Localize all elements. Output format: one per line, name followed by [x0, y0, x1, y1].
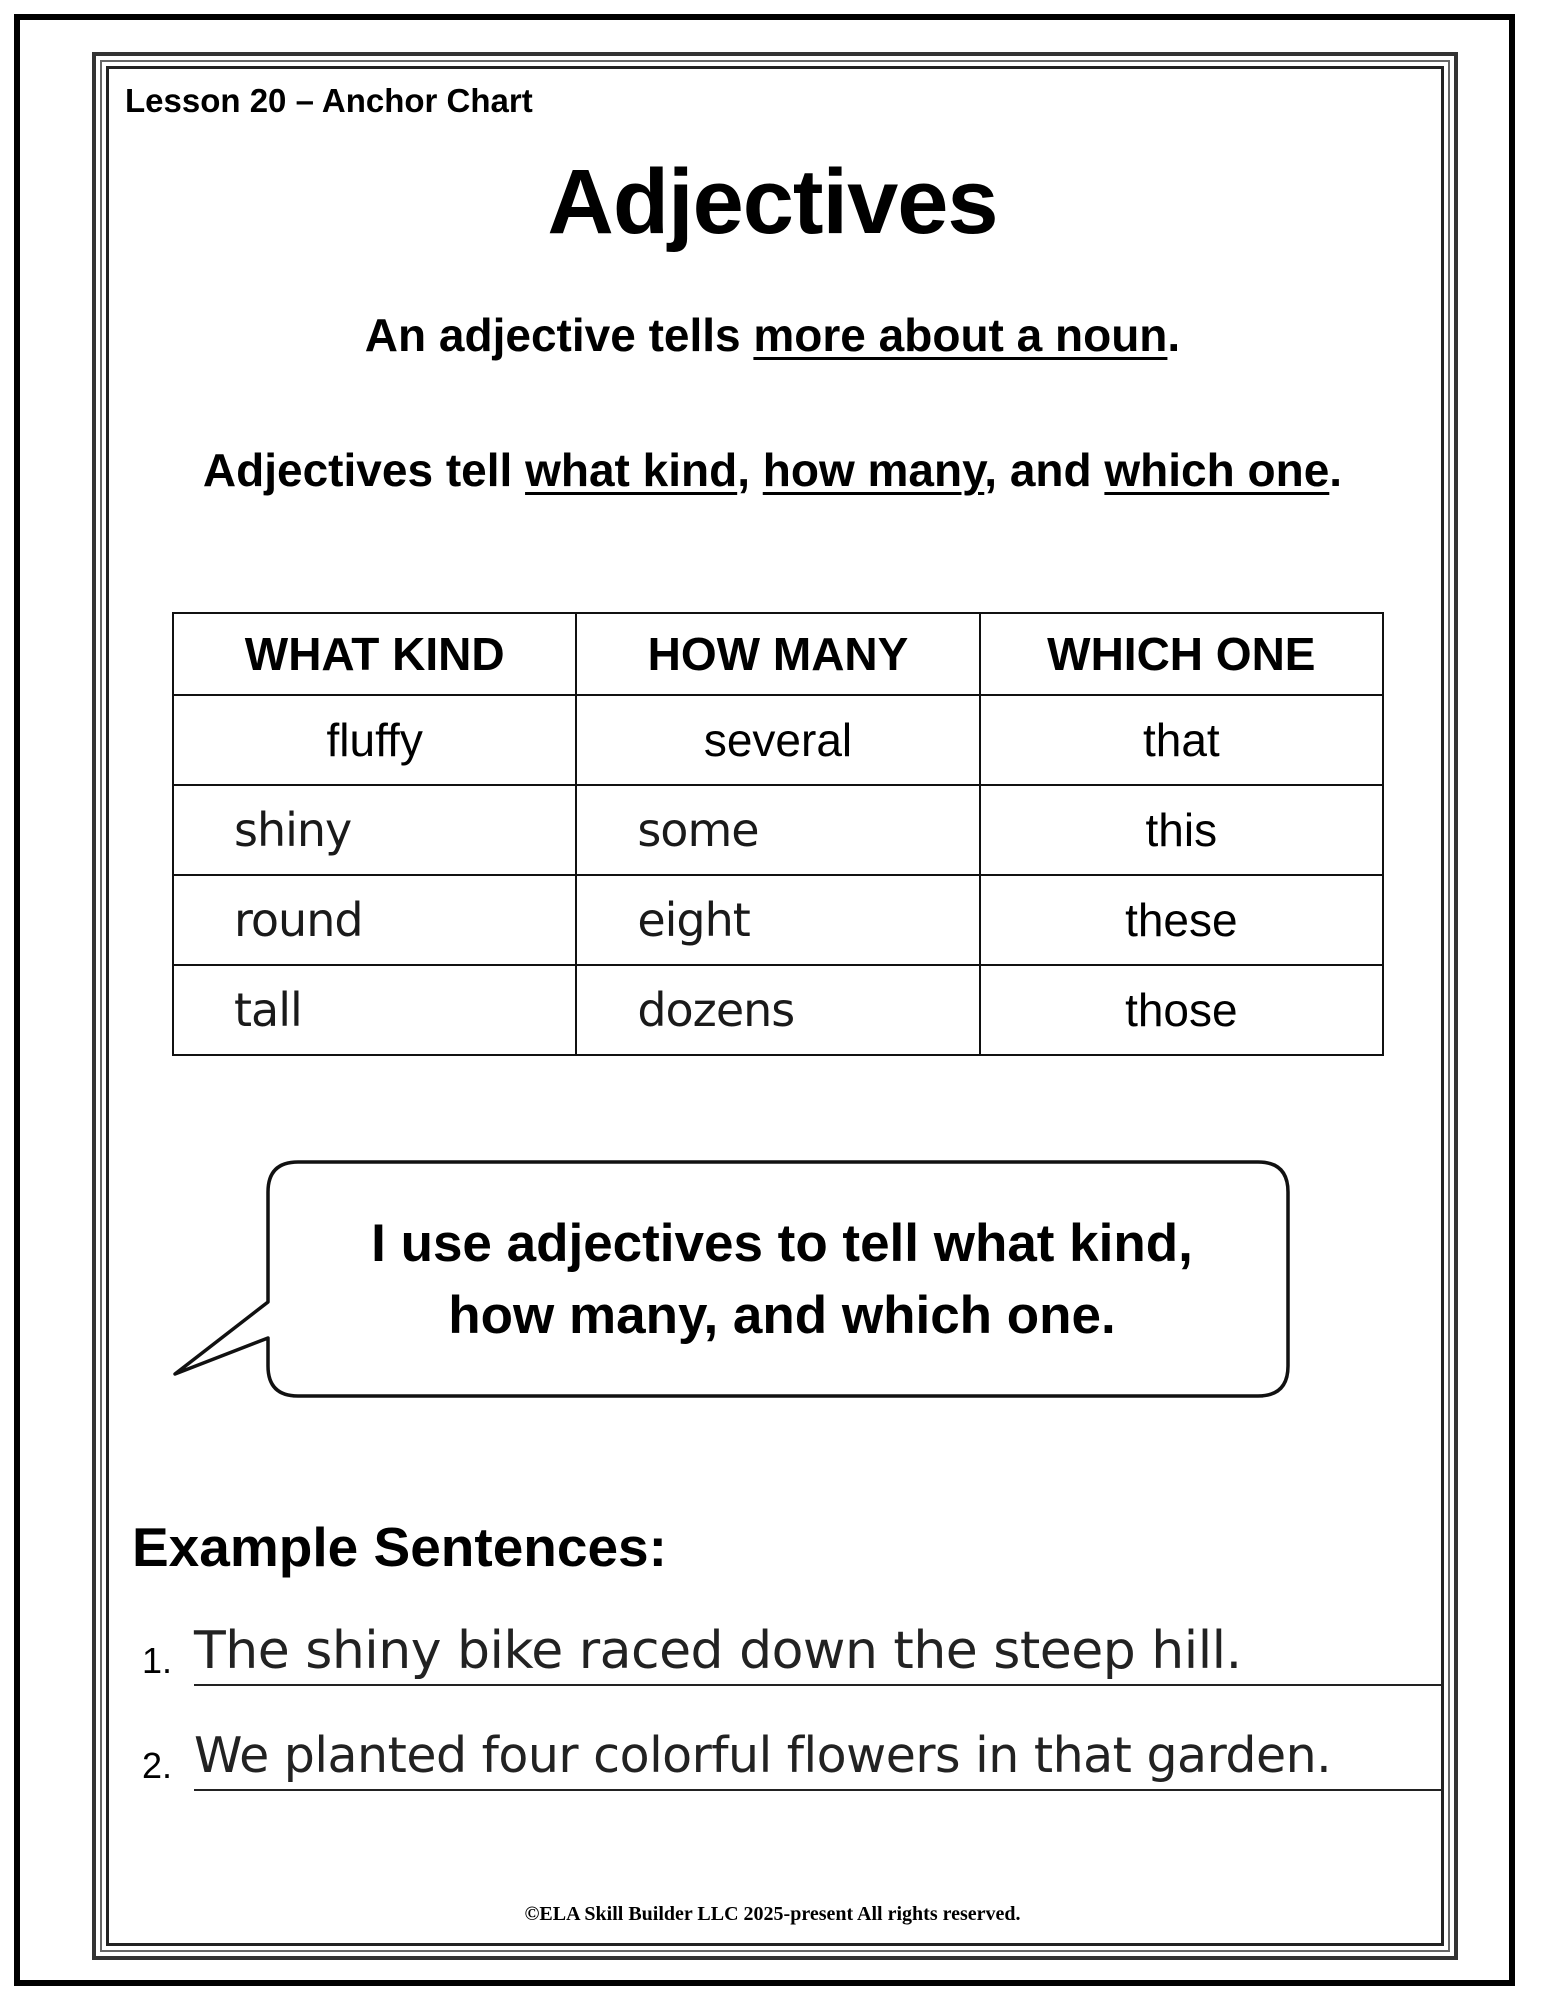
table-row: [173, 965, 1383, 1055]
tells-prefix: Adjectives tell: [202, 444, 526, 496]
table-cell: several: [576, 695, 979, 785]
handwritten-cell: dozens: [576, 965, 979, 1055]
handwritten-sentence: We planted four colorful flowers in that garden.: [194, 1727, 1444, 1791]
handwritten-cell: eight: [576, 875, 979, 965]
table-header-row: [173, 613, 1383, 695]
adjective-table: [172, 612, 1384, 1056]
example-sentence-1: [142, 1621, 1242, 1681]
header-what-kind: WHAT KIND: [173, 613, 576, 695]
table-cell: these: [980, 875, 1383, 965]
bubble-line-1: I use adjectives to tell what kind,: [371, 1214, 1193, 1273]
tells-sep1: ,: [737, 444, 763, 496]
table-cell: those: [980, 965, 1383, 1055]
tells-sep2: , and: [984, 444, 1105, 496]
table-cell: fluffy: [173, 695, 576, 785]
speech-bubble-text: [277, 1208, 1287, 1352]
table-cell: this: [980, 785, 1383, 875]
examples-heading: Example Sentences:: [132, 1516, 667, 1578]
handwritten-cell: tall: [173, 965, 576, 1055]
header-how-many: HOW MANY: [576, 613, 979, 695]
copyright-notice: ©ELA Skill Builder LLC 2025-present All rights reserved.: [524, 1903, 1021, 1925]
table-row: [173, 785, 1383, 875]
header-which-one: WHICH ONE: [980, 613, 1383, 695]
bubble-line-2: how many, and which one.: [448, 1286, 1116, 1345]
sentence-number: 2.: [142, 1745, 173, 1786]
handwritten-sentence: The shiny bike raced down the steep hill.: [194, 1622, 1441, 1686]
table-cell: that: [980, 695, 1383, 785]
tells-sentence: [0, 443, 1545, 497]
page-title: Adjectives: [547, 151, 998, 253]
definition-suffix: .: [1167, 309, 1181, 361]
definition-prefix: An adjective tells: [364, 309, 754, 361]
tells-which-one: which one: [1104, 444, 1330, 496]
tells-suffix: .: [1329, 444, 1343, 496]
definition-sentence: [0, 308, 1545, 362]
handwritten-cell: round: [173, 875, 576, 965]
table-row: [173, 875, 1383, 965]
tells-what-kind: what kind: [525, 444, 738, 496]
table-row: [173, 695, 1383, 785]
handwritten-cell: shiny: [173, 785, 576, 875]
handwritten-cell: some: [576, 785, 979, 875]
example-sentence-2: [142, 1727, 1332, 1786]
tells-how-many: how many: [762, 444, 985, 496]
sentence-number: 1.: [142, 1640, 173, 1681]
definition-underlined: more about a noun: [753, 309, 1168, 361]
lesson-label: Lesson 20 – Anchor Chart: [125, 82, 533, 119]
